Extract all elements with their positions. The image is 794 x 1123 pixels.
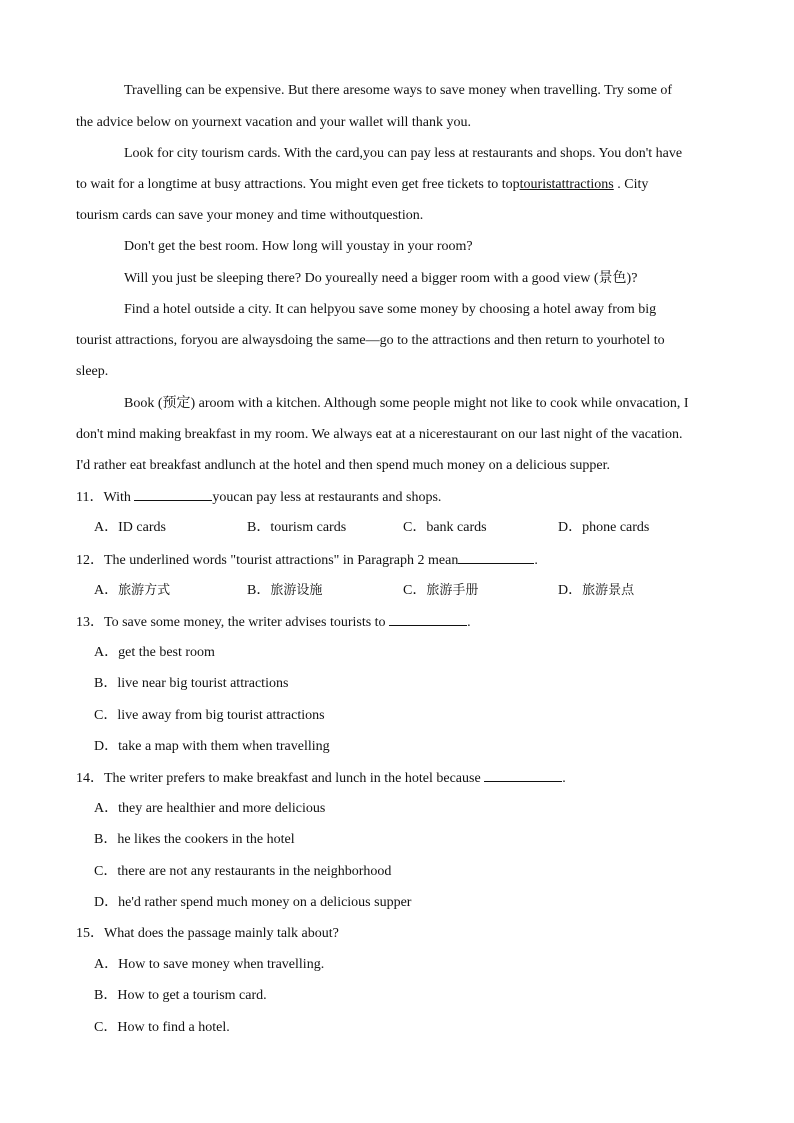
question-number: 15． [76, 926, 104, 941]
option-d[interactable] [94, 894, 411, 912]
underlined-phrase: touristattractions [519, 177, 614, 192]
option-text: 旅游方式 [118, 583, 171, 598]
option-letter: A． [94, 957, 119, 972]
question-stem [76, 488, 441, 507]
question-text: . [467, 615, 471, 630]
option-letter: D． [558, 583, 583, 598]
option-letter: B． [94, 988, 118, 1003]
option-letter: B． [94, 676, 118, 691]
option-d[interactable] [558, 582, 634, 600]
option-letter: B． [94, 832, 118, 847]
option-c[interactable] [403, 519, 487, 537]
option-letter: A． [94, 801, 119, 816]
option-a[interactable] [94, 519, 166, 537]
option-b[interactable] [247, 519, 346, 537]
question-text: The underlined words "tourist attractions" in Paragraph 2 mean [104, 553, 459, 568]
option-text: he'd rather spend much money on a delicious supper [118, 895, 412, 910]
option-a[interactable] [94, 800, 325, 818]
option-a[interactable] [94, 956, 324, 974]
passage-line: tourist attractions, foryou are alwaysdoing the same—go to the attractions and then return to yourhotel to [76, 333, 665, 348]
question-text: To save some money, the writer advises tourists to [104, 615, 390, 630]
option-text: tourism cards [270, 520, 347, 535]
option-letter: C． [94, 708, 118, 723]
option-text: 旅游景点 [582, 583, 635, 598]
question-number: 12． [76, 553, 104, 568]
option-text: get the best room [118, 645, 215, 660]
option-letter: B． [247, 520, 271, 535]
passage-line: Book (预定) aroom with a kitchen. Although some people might not like to cook while onvacation, I [124, 396, 689, 411]
option-text: bank cards [426, 520, 487, 535]
passage-line: sleep. [76, 364, 109, 379]
question-text: The writer prefers to make breakfast and lunch in the hotel because [104, 771, 485, 786]
option-letter: C． [403, 583, 427, 598]
answer-blank[interactable] [389, 613, 467, 626]
option-b[interactable] [94, 675, 288, 693]
option-letter: D． [558, 520, 583, 535]
option-c[interactable] [94, 1019, 230, 1037]
passage-line: the advice below on yournext vacation and your wallet will thank you. [76, 115, 472, 130]
option-letter: C． [403, 520, 427, 535]
option-letter: B． [247, 583, 271, 598]
passage-line: I'd rather eat breakfast andlunch at the hotel and then spend much money on a delicious supper. [76, 458, 610, 473]
question-text: youcan pay less at restaurants and shops. [212, 490, 442, 505]
option-text: take a map with them when travelling [118, 739, 330, 754]
passage-line: Find a hotel outside a city. It can helpyou save some money by choosing a hotel away from big [124, 302, 657, 317]
passage-line: Travelling can be expensive. But there aresome ways to save money when travelling. Try some of [124, 83, 673, 98]
passage-text: to wait for a longtime at busy attractions. You might even get free tickets to top [76, 177, 520, 192]
option-letter: A． [94, 583, 119, 598]
option-text: ID cards [118, 520, 166, 535]
question-number: 13． [76, 615, 104, 630]
question-text: What does the passage mainly talk about? [104, 926, 339, 941]
question-text: . [562, 771, 566, 786]
option-d[interactable] [558, 519, 649, 537]
option-c[interactable] [403, 582, 478, 600]
question-stem [76, 925, 339, 943]
passage-line: tourism cards can save your money and time withoutquestion. [76, 208, 424, 223]
answer-blank[interactable] [134, 488, 212, 501]
option-letter: A． [94, 520, 119, 535]
option-text: he likes the cookers in the hotel [117, 832, 295, 847]
option-text: How to save money when travelling. [118, 957, 325, 972]
option-text: phone cards [582, 520, 650, 535]
option-letter: A． [94, 645, 119, 660]
option-letter: D． [94, 895, 119, 910]
question-stem [76, 551, 538, 570]
passage-line [76, 176, 648, 194]
option-text: there are not any restaurants in the neighborhood [117, 864, 392, 879]
option-text: live near big tourist attractions [117, 676, 289, 691]
passage-line: Will you just be sleeping there? Do youreally need a bigger room with a good view (景色)? [124, 271, 638, 286]
option-b[interactable] [94, 831, 295, 849]
option-c[interactable] [94, 863, 391, 881]
option-text: live away from big tourist attractions [117, 708, 325, 723]
option-a[interactable] [94, 582, 170, 600]
option-text: How to get a tourism card. [117, 988, 267, 1003]
option-text: 旅游设施 [270, 583, 323, 598]
question-number: 11． [76, 490, 104, 505]
option-text: 旅游手册 [426, 583, 479, 598]
option-letter: C． [94, 864, 118, 879]
option-a[interactable] [94, 644, 215, 662]
answer-blank[interactable] [484, 769, 562, 782]
option-text: How to find a hotel. [117, 1020, 230, 1035]
passage-line: Look for city tourism cards. With the card,you can pay less at restaurants and shops. You don't have [124, 146, 683, 161]
question-stem [76, 613, 471, 632]
answer-blank[interactable] [458, 551, 534, 564]
option-c[interactable] [94, 707, 325, 725]
question-text: With [103, 490, 135, 505]
passage-line: don't mind making breakfast in my room. We always eat at a nicerestaurant on our last night of the vacation. [76, 427, 683, 442]
question-text: . [534, 553, 538, 568]
option-text: they are healthier and more delicious [118, 801, 326, 816]
passage-text: . City [613, 177, 649, 192]
question-number: 14． [76, 771, 104, 786]
option-letter: C． [94, 1020, 118, 1035]
question-stem [76, 769, 566, 788]
option-b[interactable] [94, 987, 267, 1005]
option-d[interactable] [94, 738, 330, 756]
option-b[interactable] [247, 582, 322, 600]
option-letter: D． [94, 739, 119, 754]
passage-line: Don't get the best room. How long will youstay in your room? [124, 239, 473, 254]
